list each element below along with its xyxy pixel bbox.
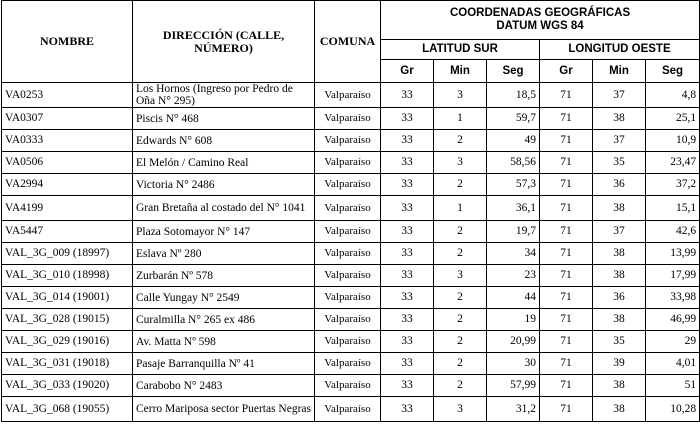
cell-direccion: Los Hornos (Ingreso por Pedro de Oña N° 295)	[133, 83, 315, 108]
cell-lon-min: 37	[593, 221, 646, 243]
cell-comuna: Valparaíso	[315, 287, 381, 309]
table-row	[2, 152, 700, 174]
cell-lat-min: 1	[434, 196, 487, 221]
cell-lat-gr: 33	[381, 309, 434, 331]
cell-lat-min: 3	[434, 265, 487, 287]
cell-lat-seg: 18,5	[487, 83, 540, 108]
cell-lat-gr: 33	[381, 397, 434, 422]
header-lon-seg: Seg	[646, 60, 700, 83]
cell-nombre: VAL_3G_068 (19055)	[2, 397, 133, 422]
table-row	[2, 353, 700, 375]
cell-lon-gr: 71	[540, 331, 593, 353]
cell-nombre: VAL_3G_009 (18997)	[2, 243, 133, 265]
cell-lat-seg: 31,2	[487, 397, 540, 422]
cell-comuna: Valparaíso	[315, 331, 381, 353]
cell-lat-min: 2	[434, 375, 487, 397]
cell-lat-seg: 19	[487, 309, 540, 331]
cell-lon-gr: 71	[540, 221, 593, 243]
header-direccion: DIRECCIÓN (CALLE, NÚMERO)	[133, 1, 315, 83]
table-row	[2, 375, 700, 397]
cell-lat-min: 2	[434, 174, 487, 196]
cell-lon-seg: 17,99	[646, 265, 700, 287]
cell-lon-min: 38	[593, 309, 646, 331]
cell-nombre: VA0333	[2, 130, 133, 152]
cell-lat-min: 3	[434, 152, 487, 174]
cell-lon-seg: 42,6	[646, 221, 700, 243]
cell-nombre: VA0506	[2, 152, 133, 174]
cell-nombre: VA4199	[2, 196, 133, 221]
cell-direccion: Pasaje Barranquilla Nº 41	[133, 353, 315, 375]
cell-lat-gr: 33	[381, 243, 434, 265]
cell-lat-min: 2	[434, 331, 487, 353]
cell-direccion: Piscis N° 468	[133, 108, 315, 130]
cell-lat-gr: 33	[381, 130, 434, 152]
cell-direccion: Av. Matta Nº 598	[133, 331, 315, 353]
table-row	[2, 397, 700, 422]
cell-nombre: VA2994	[2, 174, 133, 196]
cell-lat-seg: 58,56	[487, 152, 540, 174]
cell-lat-seg: 36,1	[487, 196, 540, 221]
table-row	[2, 331, 700, 353]
cell-lon-seg: 46,99	[646, 309, 700, 331]
cell-lon-seg: 13,99	[646, 243, 700, 265]
cell-lon-gr: 71	[540, 287, 593, 309]
cell-direccion: Eslava Nº 280	[133, 243, 315, 265]
cell-lat-gr: 33	[381, 152, 434, 174]
cell-lat-gr: 33	[381, 174, 434, 196]
cell-nombre: VA0307	[2, 108, 133, 130]
header-coordenadas	[381, 1, 700, 40]
cell-direccion: Plaza Sotomayor N° 147	[133, 221, 315, 243]
table-row	[2, 243, 700, 265]
cell-comuna: Valparaíso	[315, 353, 381, 375]
table-row	[2, 83, 700, 108]
cell-lat-seg: 57,99	[487, 375, 540, 397]
cell-lat-seg: 20,99	[487, 331, 540, 353]
cell-lon-seg: 15,1	[646, 196, 700, 221]
cell-lon-seg: 10,9	[646, 130, 700, 152]
cell-nombre: VAL_3G_033 (19020)	[2, 375, 133, 397]
cell-lat-min: 2	[434, 309, 487, 331]
cell-lon-gr: 71	[540, 243, 593, 265]
cell-lon-gr: 71	[540, 375, 593, 397]
cell-lon-gr: 71	[540, 108, 593, 130]
cell-lat-seg: 19,7	[487, 221, 540, 243]
cell-lat-gr: 33	[381, 83, 434, 108]
header-coordenadas-title: COORDENADAS GEOGRÁFICAS	[449, 7, 631, 19]
cell-lon-min: 38	[593, 375, 646, 397]
cell-lat-min: 2	[434, 221, 487, 243]
cell-lat-gr: 33	[381, 108, 434, 130]
cell-lon-gr: 71	[540, 174, 593, 196]
cell-lat-gr: 33	[381, 221, 434, 243]
header-longitud: LONGITUD OESTE	[540, 40, 700, 60]
table-row	[2, 174, 700, 196]
cell-lon-min: 38	[593, 108, 646, 130]
cell-lat-min: 2	[434, 243, 487, 265]
cell-lat-gr: 33	[381, 331, 434, 353]
cell-nombre: VAL_3G_010 (18998)	[2, 265, 133, 287]
cell-lat-gr: 33	[381, 287, 434, 309]
cell-lon-seg: 51	[646, 375, 700, 397]
cell-comuna: Valparaíso	[315, 221, 381, 243]
cell-nombre: VA0253	[2, 83, 133, 108]
cell-lon-seg: 37,2	[646, 174, 700, 196]
cell-comuna: Valparaíso	[315, 130, 381, 152]
header-lon-min: Min	[593, 60, 646, 83]
cell-nombre: VAL_3G_028 (19015)	[2, 309, 133, 331]
header-lat-gr: Gr	[381, 60, 434, 83]
cell-lon-seg: 29	[646, 331, 700, 353]
header-lat-seg: Seg	[487, 60, 540, 83]
header-datum: DATUM WGS 84	[496, 20, 584, 32]
cell-direccion: Cerro Mariposa sector Puertas Negras	[133, 397, 315, 422]
cell-lat-gr: 33	[381, 265, 434, 287]
cell-lon-min: 35	[593, 331, 646, 353]
cell-direccion: Gran Bretaña al costado del N° 1041	[133, 196, 315, 221]
cell-lat-min: 2	[434, 353, 487, 375]
cell-nombre: VAL_3G_029 (19016)	[2, 331, 133, 353]
header-nombre: NOMBRE	[2, 1, 133, 83]
cell-direccion: Edwards N° 608	[133, 130, 315, 152]
cell-lat-gr: 33	[381, 353, 434, 375]
header-lat-min: Min	[434, 60, 487, 83]
cell-lat-seg: 49	[487, 130, 540, 152]
cell-direccion: El Melón / Camino Real	[133, 152, 315, 174]
cell-lon-min: 37	[593, 130, 646, 152]
table-row	[2, 221, 700, 243]
cell-lon-gr: 71	[540, 265, 593, 287]
cell-lat-min: 3	[434, 397, 487, 422]
cell-lon-seg: 23,47	[646, 152, 700, 174]
cell-comuna: Valparaíso	[315, 108, 381, 130]
header-latitud: LATITUD SUR	[381, 40, 540, 60]
cell-lat-seg: 59,7	[487, 108, 540, 130]
cell-lon-seg: 25,1	[646, 108, 700, 130]
cell-comuna: Valparaíso	[315, 196, 381, 221]
cell-lon-min: 35	[593, 152, 646, 174]
cell-nombre: VA5447	[2, 221, 133, 243]
cell-lon-seg: 33,98	[646, 287, 700, 309]
cell-lon-gr: 71	[540, 152, 593, 174]
cell-lon-seg: 4,01	[646, 353, 700, 375]
cell-comuna: Valparaíso	[315, 174, 381, 196]
table-row	[2, 287, 700, 309]
cell-lat-min: 2	[434, 130, 487, 152]
cell-lat-seg: 44	[487, 287, 540, 309]
cell-lon-min: 38	[593, 243, 646, 265]
cell-lat-min: 3	[434, 83, 487, 108]
cell-comuna: Valparaíso	[315, 83, 381, 108]
table-row	[2, 196, 700, 221]
cell-nombre: VAL_3G_014 (19001)	[2, 287, 133, 309]
cell-lat-seg: 23	[487, 265, 540, 287]
header-comuna: COMUNA	[315, 1, 381, 83]
cell-lon-min: 37	[593, 83, 646, 108]
cell-lon-seg: 4,8	[646, 83, 700, 108]
cell-direccion: Curalmilla N° 265 ex 486	[133, 309, 315, 331]
cell-lat-gr: 33	[381, 196, 434, 221]
cell-lat-min: 1	[434, 108, 487, 130]
cell-comuna: Valparaíso	[315, 243, 381, 265]
cell-direccion: Carabobo N° 2483	[133, 375, 315, 397]
cell-direccion: Calle Yungay N° 2549	[133, 287, 315, 309]
cell-lon-gr: 71	[540, 397, 593, 422]
cell-lon-min: 36	[593, 174, 646, 196]
cell-direccion: Victoria N° 2486	[133, 174, 315, 196]
table-row	[2, 108, 700, 130]
cell-lon-gr: 71	[540, 130, 593, 152]
cell-lon-gr: 71	[540, 83, 593, 108]
table-row	[2, 265, 700, 287]
cell-comuna: Valparaíso	[315, 265, 381, 287]
coordinates-table	[1, 0, 700, 422]
table-row	[2, 130, 700, 152]
cell-lat-seg: 30	[487, 353, 540, 375]
cell-lon-gr: 71	[540, 309, 593, 331]
cell-lat-gr: 33	[381, 375, 434, 397]
header-lon-gr: Gr	[540, 60, 593, 83]
cell-lon-gr: 71	[540, 196, 593, 221]
cell-lon-seg: 10,28	[646, 397, 700, 422]
cell-direccion: Zurbarán Nº 578	[133, 265, 315, 287]
cell-lon-min: 39	[593, 353, 646, 375]
cell-lat-seg: 34	[487, 243, 540, 265]
cell-comuna: Valparaíso	[315, 375, 381, 397]
cell-lat-seg: 57,3	[487, 174, 540, 196]
cell-lon-min: 38	[593, 196, 646, 221]
table-row	[2, 309, 700, 331]
cell-lon-min: 36	[593, 287, 646, 309]
cell-lon-min: 38	[593, 397, 646, 422]
cell-comuna: Valparaíso	[315, 152, 381, 174]
cell-comuna: Valparaíso	[315, 397, 381, 422]
table-body	[2, 83, 700, 422]
cell-nombre: VAL_3G_031 (19018)	[2, 353, 133, 375]
cell-comuna: Valparaíso	[315, 309, 381, 331]
cell-lon-min: 38	[593, 265, 646, 287]
cell-lon-gr: 71	[540, 353, 593, 375]
cell-lat-min: 2	[434, 287, 487, 309]
